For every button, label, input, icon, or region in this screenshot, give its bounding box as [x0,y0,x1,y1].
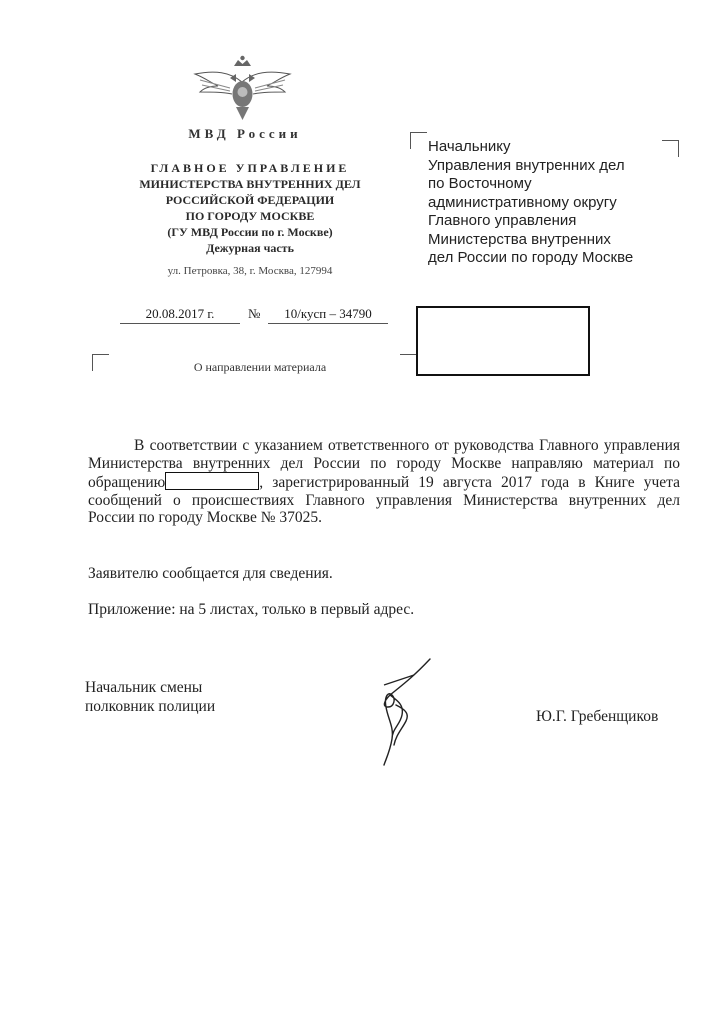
redacted-box [416,306,590,376]
addressee-line-5: Главного управления [428,212,577,229]
paragraph-start: В соответствии с указанием ответственного от руководства Главного управления Министерства внутренних дел России по городу Москве направляю материал по обращению [88,437,680,491]
handwritten-signature [370,655,440,770]
subject-corner-left [92,354,109,371]
org-full-name [100,160,400,256]
main-paragraph [88,437,680,527]
org-line-5: (ГУ МВД России по г. Москве) [167,225,333,239]
org-line-1: ГЛАВНОЕ УПРАВЛЕНИЕ [150,161,350,175]
signer-position [85,678,215,716]
attachment-line: Приложение: на 5 листах, только в первый адрес. [88,601,415,618]
org-line-3: РОССИЙСКОЙ ФЕДЕРАЦИИ [165,193,335,207]
subject-line: О направлении материала [193,360,327,374]
addressee-line-4: административному округу [428,193,617,211]
notification-line: Заявителю сообщается для сведения. [88,565,333,582]
subject-corner-right [400,354,417,371]
registration-number-label: № [248,306,261,321]
redacted-name [165,472,259,490]
org-address: ул. Петровка, 38, г. Москва, 127994 [167,265,333,277]
addressee-line-1: Начальнику [428,138,511,155]
signer-name: Ю.Г. Гребенщиков [536,708,659,725]
signer-position-line-2: полковник полиции [85,698,216,715]
addressee-line-2: Управления внутренних дел [428,156,625,174]
addressee-line-6: Министерства внутренних [428,230,611,248]
addressee-line-7: дел России по городу Москве [428,249,634,266]
registration-number: 10/кусп – 34790 [268,306,388,324]
department: Дежурная часть [206,241,294,255]
org-short-name: МВД России [188,126,302,141]
org-line-2: МИНИСТЕРСТВА ВНУТРЕННИХ ДЕЛ [139,177,361,191]
addressee-block [428,138,688,268]
addressee-line-3: по Восточному [428,175,532,192]
org-line-4: ПО ГОРОДУ МОСКВЕ [185,209,315,223]
emblem-icon [190,52,295,122]
registration-date: 20.08.2017 г. [120,306,240,324]
paragraph-end: , зарегистрированный 19 августа 2017 года в Книге учета сообщений о происшествиях Главного управления Министерства внутренних дел России по городу Москве № 37025. [88,474,680,526]
addressee-corner-left [410,132,427,149]
signer-position-line-1: Начальник смены [85,679,203,696]
